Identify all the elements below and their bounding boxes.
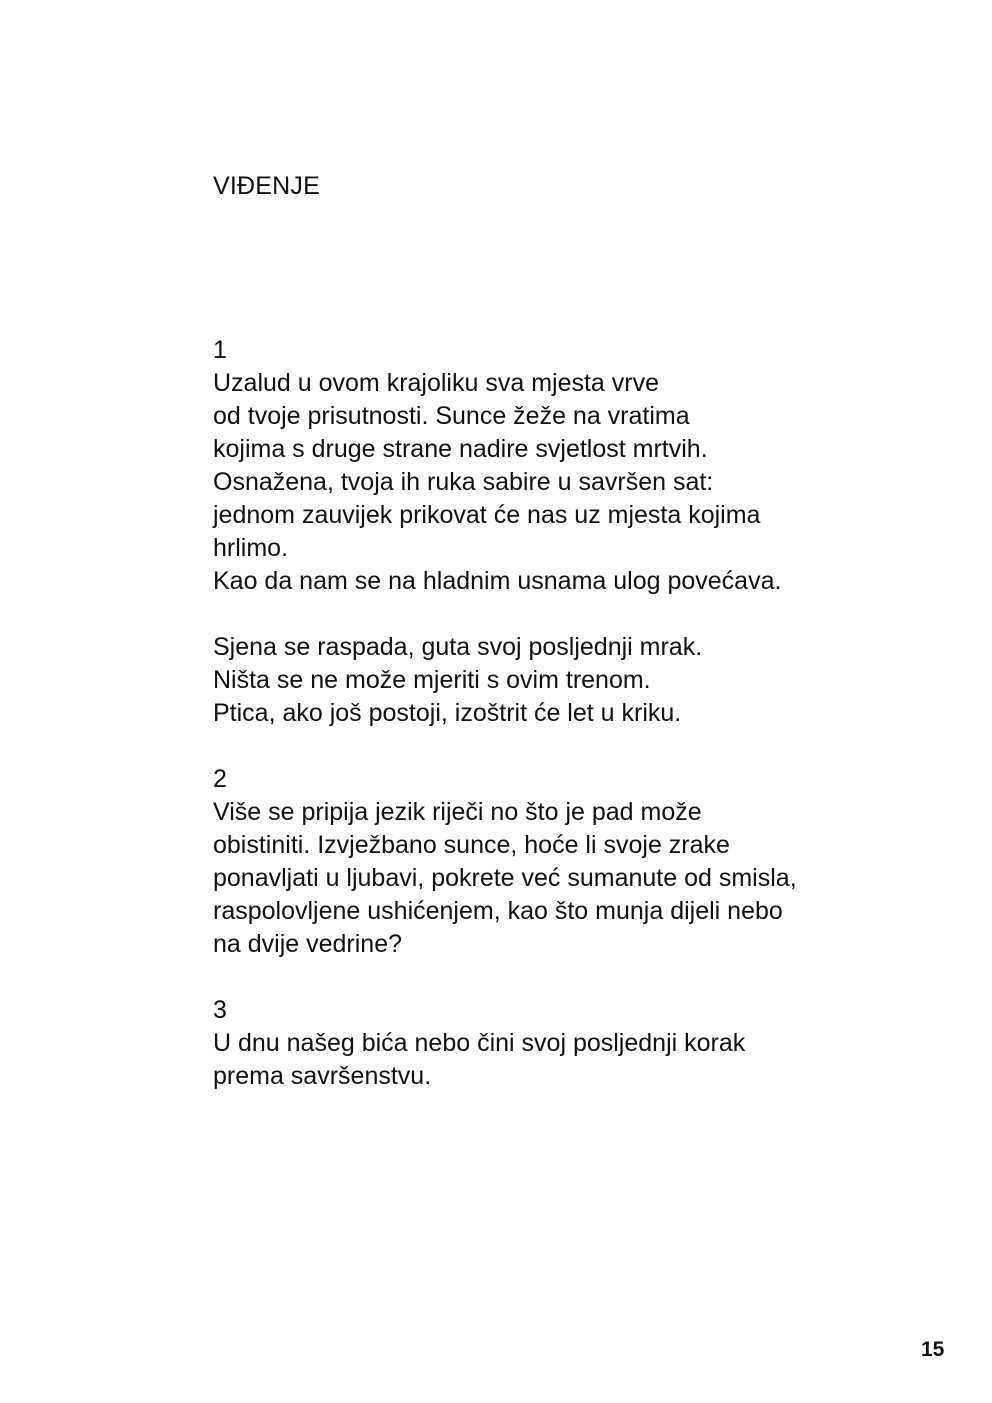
poem-line: Ništa se ne može mjeriti s ovim trenom. [213,666,651,694]
stanza [213,367,913,598]
section-number: 3 [213,996,227,1024]
poem-body [213,334,913,1126]
section-number: 1 [213,336,227,364]
poem-line: raspolovljene ushićenjem, kao što munja dijeli nebo [213,897,783,925]
poem-line: Uzalud u ovom krajoliku sva mjesta vrve [213,369,659,397]
poem-line: od tvoje prisutnosti. Sunce žeže na vratima [213,402,690,430]
poem-line: hrlimo. [213,534,289,562]
poem-section-1 [213,334,913,730]
section-number: 2 [213,765,227,793]
poem-line: Osnažena, tvoja ih ruka sabire u savršen sat: [213,468,714,496]
poem-section-2 [213,763,913,961]
poem-line: obistiniti. Izvježbano sunce, hoće li svoje zrake [213,831,730,859]
poem-line: Više se pripija jezik riječi no što je pad može [213,798,702,826]
poem-line: na dvije vedrine? [213,930,403,958]
poem-title: VIĐENJE [213,172,320,200]
poem-line: Kao da nam se na hladnim usnama ulog povećava. [213,567,782,595]
page-number: 15 [921,1338,945,1361]
poem-line: jednom zauvijek prikovat će nas uz mjesta kojima [213,501,761,529]
stanza [213,796,913,961]
poem-line: kojima s druge strane nadire svjetlost mrtvih. [213,435,708,463]
stanza [213,1027,913,1093]
poem-line: Ptica, ako još postoji, izoštrit će let u kriku. [213,699,682,727]
stanza [213,631,913,730]
poem-section-3 [213,994,913,1093]
poem-line: Sjena se raspada, guta svoj posljednji mrak. [213,633,703,661]
poem-line: ponavljati u ljubavi, pokrete već sumanute od smisla, [213,864,797,892]
poem-line: prema savršenstvu. [213,1062,432,1090]
poem-line: U dnu našeg bića nebo čini svoj posljednji korak [213,1029,746,1057]
